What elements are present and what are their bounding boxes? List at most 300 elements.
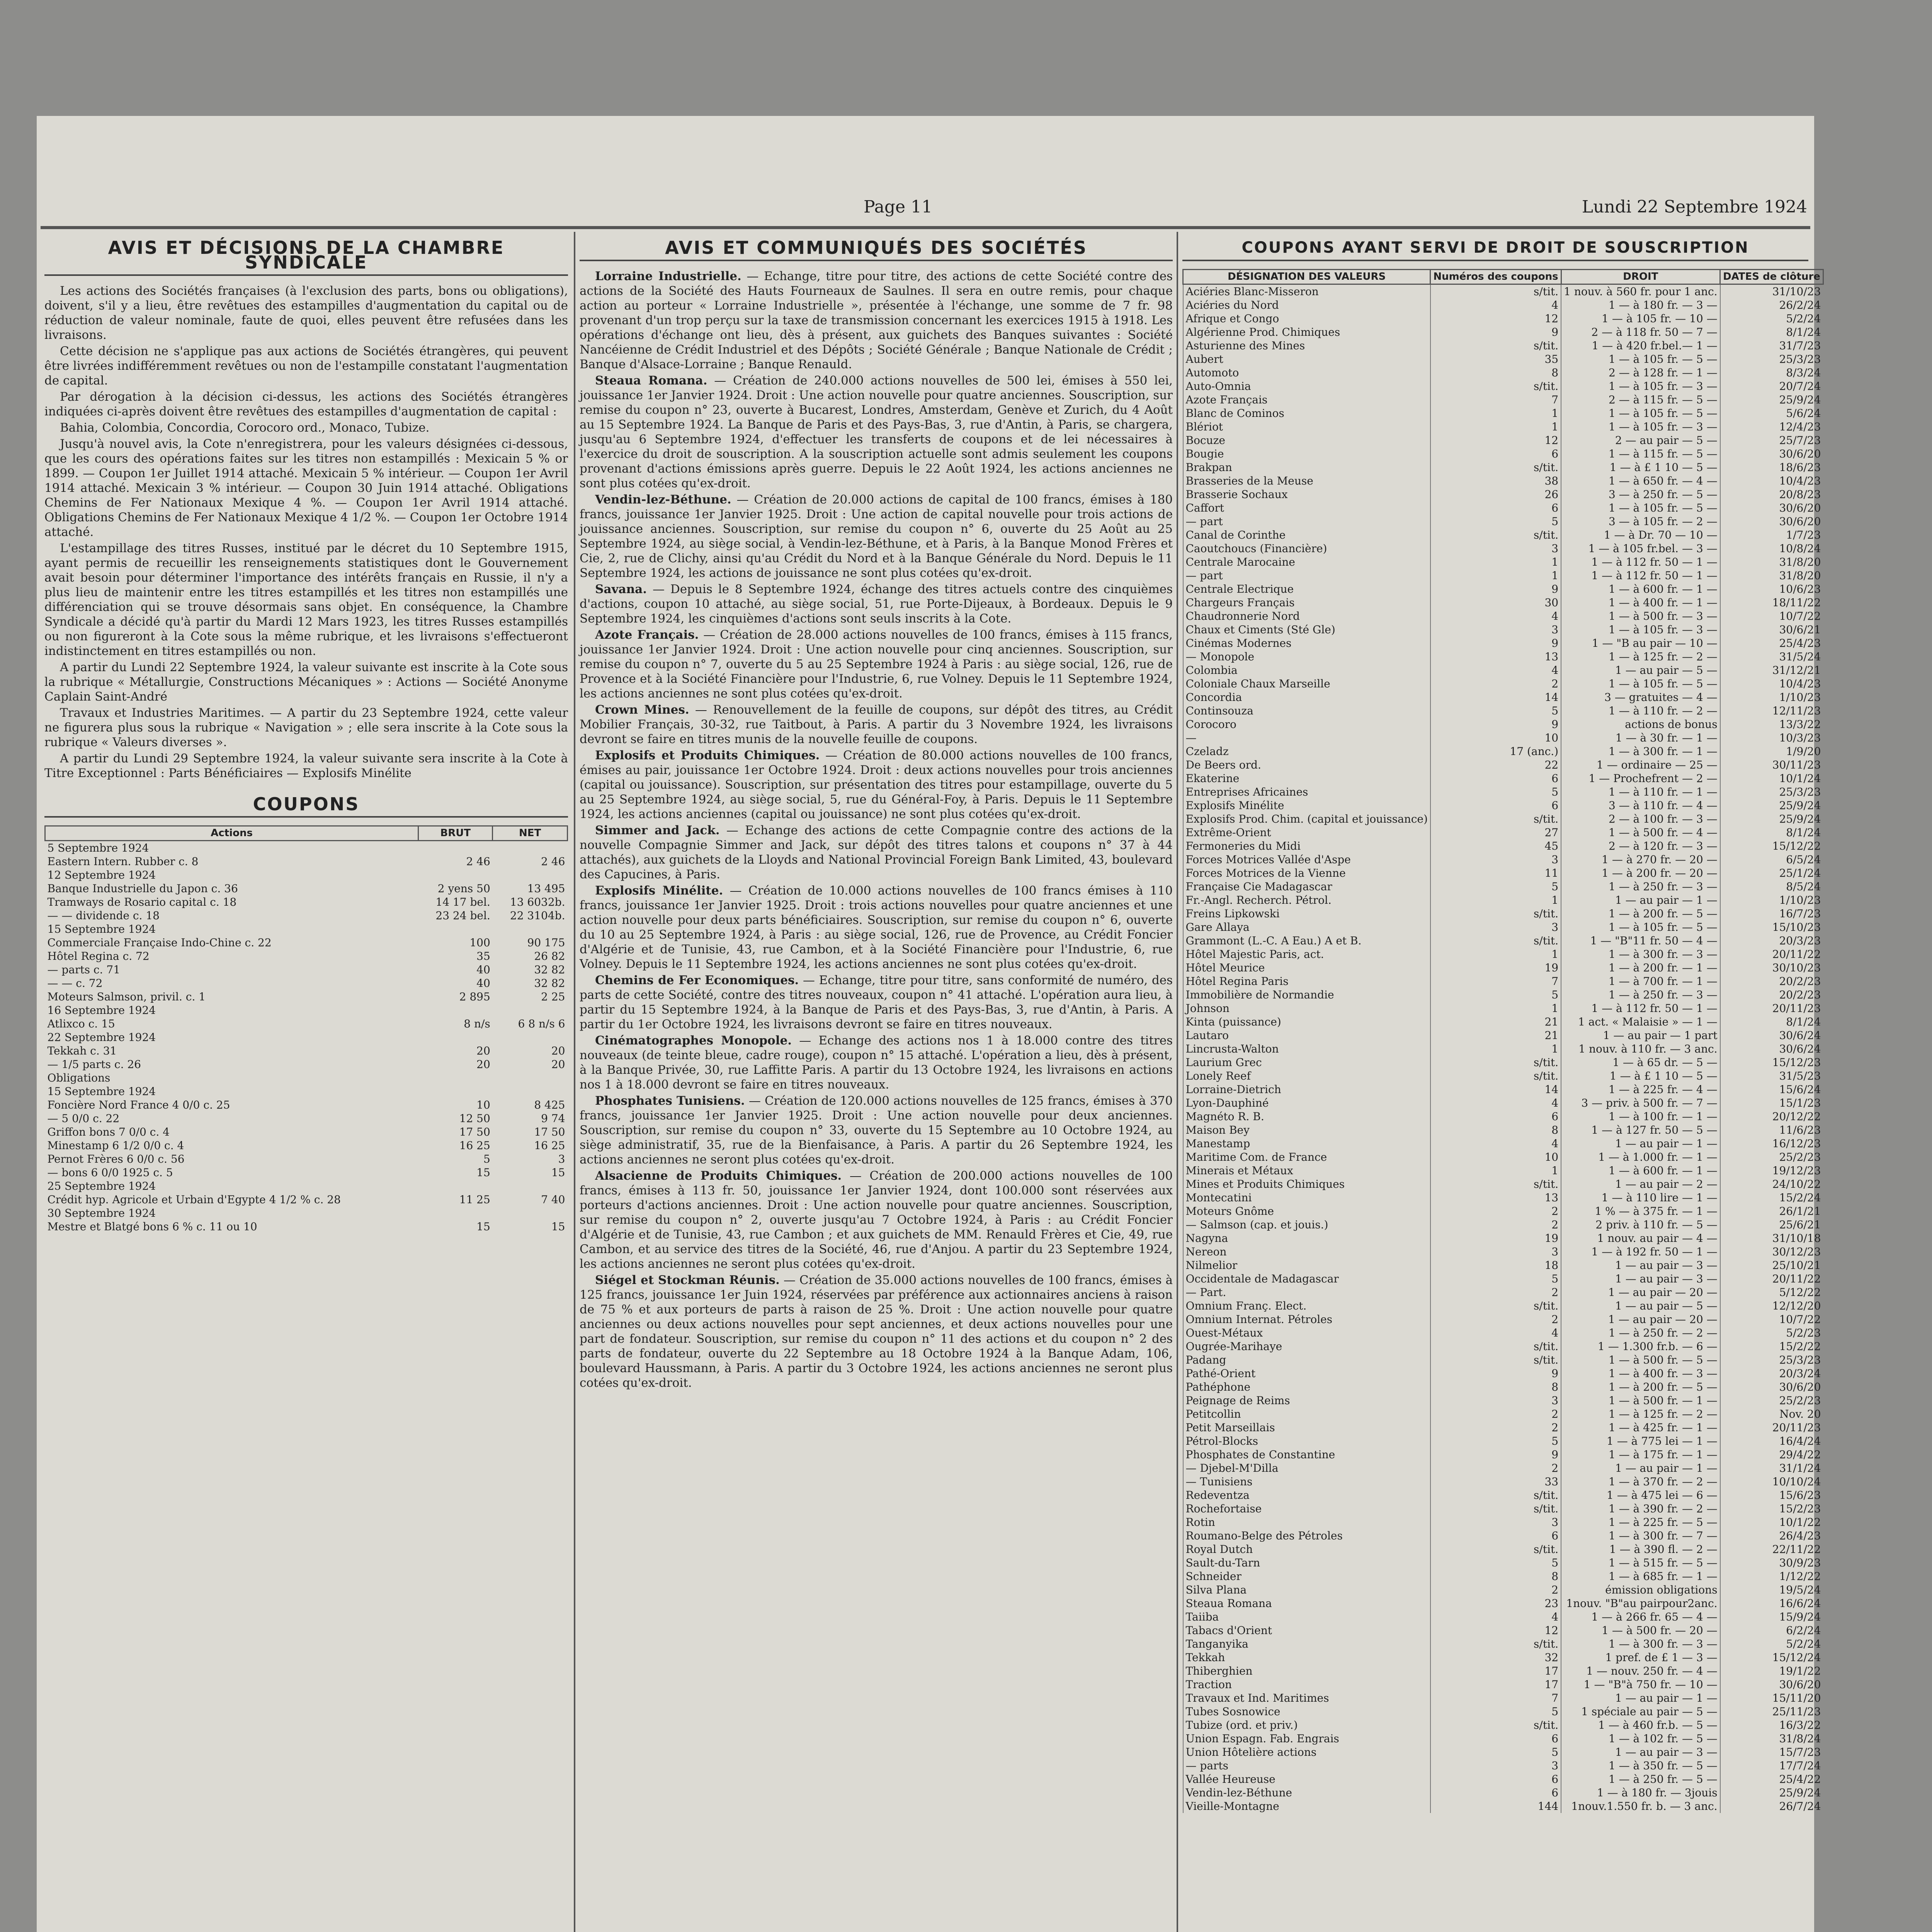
table-cell: Pathé-Orient	[1183, 1367, 1430, 1380]
table-cell: 15/12/24	[1720, 1651, 1823, 1664]
table-cell: 1 % — à 375 fr. — 1 —	[1561, 1204, 1720, 1218]
table-cell: Brasserie Sochaux	[1183, 488, 1430, 501]
table-cell: Foncière Nord France 4 0/0 c. 25	[47, 1099, 230, 1111]
table-cell: 1	[1430, 947, 1561, 961]
table-cell: Mestre et Blatgé bons 6 % c. 11 ou 10	[47, 1220, 257, 1233]
table-row	[1183, 596, 1823, 609]
table-row	[1183, 839, 1823, 853]
table-cell: 24/10/22	[1720, 1177, 1823, 1191]
table-row	[1183, 1259, 1823, 1272]
table-cell: Silva Plana	[1183, 1583, 1430, 1597]
table-cell: s/tit.	[1430, 934, 1561, 947]
notice-paragraph: Jusqu'à nouvel avis, la Cote n'enregistrera, pour les valeurs désignées ci-dessous, que les cours des opérations faites sur les titres non estampillés : Mexicain 5 % or 1899. — Coupon 1er Juillet 1914 attaché. Mexicain 5 % intérieur. — Coupon 1er Avril 1914 attaché. Mexicain 3 % intérieur. — Coupon 30 Juin 1914 attaché. Obligations Chemins de Fer Nationaux Mexique 4 %. — Coupon 1er Avril 1914 attaché. Obligations Chemins de Fer Nationaux Mexique 4 1/2 %. — Coupon 1er Octobre 1914 attaché.	[44, 437, 568, 539]
table-cell: 2 — au pair — 5 —	[1561, 434, 1720, 447]
communique-item	[580, 373, 1173, 491]
page-number: Page 11	[864, 197, 933, 217]
table-cell: 10/4/23	[1720, 677, 1823, 690]
table-cell: 45	[1430, 839, 1561, 853]
table-cell: Caffort	[1183, 501, 1430, 515]
table-cell: 16/7/23	[1720, 907, 1823, 920]
table-cell: 15/6/24	[1720, 1083, 1823, 1096]
communique-item	[580, 1033, 1173, 1092]
table-cell: 5	[1430, 1434, 1561, 1448]
table-cell: — parts	[1183, 1759, 1430, 1772]
table-cell: 35	[476, 950, 490, 963]
table-cell: 16/4/24	[1720, 1434, 1823, 1448]
table-row	[1183, 934, 1823, 947]
table-cell: 6	[1430, 501, 1561, 515]
table-cell: Explosifs Prod. Chim. (capital et jouissance)	[1183, 812, 1430, 826]
table-cell: 13/3/22	[1720, 718, 1823, 731]
table-cell: 1 — à 125 fr. — 2 —	[1561, 650, 1720, 663]
table-cell: Corocoro	[1183, 718, 1430, 731]
table-row	[1183, 461, 1823, 474]
table-cell: 17 50	[534, 1126, 565, 1138]
table-row	[1183, 420, 1823, 434]
table-cell: Algérienne Prod. Chimiques	[1183, 325, 1430, 339]
table-cell: 20/3/24	[1720, 1367, 1823, 1380]
table-cell: 5/12/22	[1720, 1286, 1823, 1299]
table-cell: Pathéphone	[1183, 1380, 1430, 1394]
table-cell: 1 — à 105 fr. — 3 —	[1561, 420, 1720, 434]
table-cell: 1 — à 105 fr. — 5 —	[1561, 501, 1720, 515]
table-row	[45, 1179, 568, 1193]
table-cell: 12	[1430, 1624, 1561, 1637]
communique-text: — Echange, titre pour titre, sans conformité de numéro, des parts de cette Société, contre des titres nouveaux, coupon n° 41 attaché. L'opération aura lieu, à partir du 15 Septembre 1924, à la Banque de Paris et des Pays-Bas, 3, rue d'Antin, à Paris. A partir du 1er Octobre 1924, les livraisons devront se faire en titres nouveaux.	[580, 973, 1173, 1031]
table-cell: Commerciale Française Indo-Chine c. 22	[47, 936, 272, 949]
table-cell: Canal de Corinthe	[1183, 528, 1430, 542]
table-cell: 26/4/23	[1720, 1529, 1823, 1543]
table-cell: 30/6/20	[1720, 1678, 1823, 1691]
table-cell: 5	[1430, 1745, 1561, 1759]
table-cell: Moteurs Salmson, privil. c. 1	[47, 990, 206, 1003]
table-cell: 19/5/24	[1720, 1583, 1823, 1597]
table-cell: 31/8/24	[1720, 1732, 1823, 1745]
table-row	[1183, 1705, 1823, 1718]
table-cell: s/tit.	[1430, 1718, 1561, 1732]
table-row	[1183, 623, 1823, 636]
table-row	[1183, 1353, 1823, 1367]
communique-text: — Création de 80.000 actions nouvelles de 100 francs, émises au pair, jouissance 1er Octobre 1924. Droit : deux actions nouvelles pour trois anciennes (capital ou jouissance). Souscription, sur présentation des titres pour estampillage, ouverte du 5 au 25 Septembre 1924, au siège social, 5, rue du Général-Foy, à Paris. Depuis le 11 Septembre 1924, les actions anciennes (capital ou jouissance) ne sont plus cotées qu'ex-droit.	[580, 748, 1173, 821]
table-cell: —	[1183, 731, 1430, 745]
table-cell: 15 Septembre 1924	[47, 1085, 156, 1098]
notice-paragraph: A partir du Lundi 22 Septembre 1924, la valeur suivante est inscrite à la Cote sous la rubrique « Métallurgie, Constructions Mécaniques » : Actions — Société Anonyme Caplain Saint-André	[44, 660, 568, 704]
table-cell: Tabacs d'Orient	[1183, 1624, 1430, 1637]
table-cell	[418, 1179, 493, 1193]
table-row	[1183, 1799, 1823, 1813]
table-cell: 31/8/20	[1720, 569, 1823, 582]
table-cell: Cinémas Modernes	[1183, 636, 1430, 650]
table-row	[1183, 1570, 1823, 1583]
communique-text: — Depuis le 8 Septembre 1924, échange des titres actuels contre des cinquièmes d'actions, coupon 10 attaché, au siège social, 51, rue Porte-Dijeaux, à Bordeaux. Depuis le 9 Septembre 1924, les cinquièmes d'actions sont seuls inscrits à la Cote.	[580, 582, 1173, 626]
table-cell: 40	[476, 977, 490, 990]
table-cell: 1 — "B"à 750 fr. — 10 —	[1561, 1678, 1720, 1691]
column-rule	[1177, 232, 1178, 1932]
table-cell: 14	[1430, 1083, 1561, 1096]
table-row	[1183, 799, 1823, 812]
table-cell: 31/10/18	[1720, 1231, 1823, 1245]
table-cell: — — dividende c. 18	[47, 909, 160, 922]
table-cell: 15/10/23	[1720, 920, 1823, 934]
table-cell: Nov. 20	[1720, 1407, 1823, 1421]
table-cell: 3 — à 250 fr. — 5 —	[1561, 488, 1720, 501]
table-cell	[418, 1085, 493, 1098]
table-cell: s/tit.	[1430, 379, 1561, 393]
table-row	[1183, 650, 1823, 663]
communique-item	[580, 823, 1173, 882]
table-cell: 6/2/24	[1720, 1624, 1823, 1637]
communique-company: Phosphates Tunisiens.	[595, 1094, 745, 1108]
table-row	[1183, 1083, 1823, 1096]
table-cell: 100	[469, 936, 490, 949]
table-cell: 1 — à 250 fr. — 3 —	[1561, 880, 1720, 893]
table-cell: 1	[1430, 1002, 1561, 1015]
table-cell: 1/12/22	[1720, 1570, 1823, 1583]
table-cell: 1/10/23	[1720, 893, 1823, 907]
table-cell: 15/6/23	[1720, 1488, 1823, 1502]
communique-item	[580, 748, 1173, 821]
table-row	[1183, 1651, 1823, 1664]
table-row	[1183, 1299, 1823, 1313]
table-cell	[493, 868, 568, 882]
table-cell: 1 — à 125 fr. — 2 —	[1561, 1407, 1720, 1421]
table-row	[1183, 1515, 1823, 1529]
table-cell	[418, 1031, 493, 1044]
table-cell: 15/11/20	[1720, 1691, 1823, 1705]
table-row	[1183, 1218, 1823, 1231]
table-cell: 1 — à 250 fr. — 5 —	[1561, 1772, 1720, 1786]
table-cell: Hôtel Majestic Paris, act.	[1183, 947, 1430, 961]
column-rule	[574, 232, 575, 1932]
table-cell: Kinta (puissance)	[1183, 1015, 1430, 1029]
table-row	[45, 1098, 568, 1112]
table-row	[1183, 880, 1823, 893]
table-cell: 10/8/24	[1720, 542, 1823, 555]
table-cell: 5	[1430, 880, 1561, 893]
table-cell	[493, 1085, 568, 1098]
table-cell: 6	[1430, 1732, 1561, 1745]
table-cell: 1 — à Dr. 70 — 10 —	[1561, 528, 1720, 542]
table-cell: 22/11/22	[1720, 1543, 1823, 1556]
table-cell: 6	[1430, 1772, 1561, 1786]
table-cell: 16/12/23	[1720, 1137, 1823, 1150]
table-cell: Rochefortaise	[1183, 1502, 1430, 1515]
table-cell: Centrale Electrique	[1183, 582, 1430, 596]
table-cell: 2 — à 120 fr. — 3 —	[1561, 839, 1720, 853]
table-cell: 1	[1430, 406, 1561, 420]
table-cell	[493, 1206, 568, 1220]
table-cell: 26/1/21	[1720, 1204, 1823, 1218]
table-cell: s/tit.	[1430, 1637, 1561, 1651]
table-cell: s/tit.	[1430, 1299, 1561, 1313]
table-cell: 30/6/24	[1720, 1042, 1823, 1056]
table-cell: 1 — à 775 lei — 1 —	[1561, 1434, 1720, 1448]
table-cell: 8/1/24	[1720, 1015, 1823, 1029]
table-cell: — Djebel-M'Dilla	[1183, 1461, 1430, 1475]
communique-text: — Création de 28.000 actions nouvelles de 100 francs, émises à 115 francs, jouissance 1er Janvier 1924. Droit : Une action nouvelle pour cinq anciennes. Souscription, sur remise du coupon n° 7, ouverte du 5 au 25 Septembre 1924 à Paris : au siège social, 126, rue de Provence et à la Société Financière pour l'Industrie, 6, rue Volney. Depuis le 11 Septembre 1924, les actions anciennes ne sont plus cotées qu'ex-droit.	[580, 628, 1173, 701]
table-cell: Afrique et Congo	[1183, 312, 1430, 325]
table-cell: — part	[1183, 515, 1430, 528]
table-cell: 38	[1430, 474, 1561, 488]
table-cell: 20/11/23	[1720, 1002, 1823, 1015]
communique-item	[580, 492, 1173, 580]
table-cell	[418, 868, 493, 882]
table-cell: 2 — à 100 fr. — 3 —	[1561, 812, 1720, 826]
table-cell: Banque Industrielle du Japon c. 36	[47, 882, 238, 895]
table-cell: 19/12/23	[1720, 1164, 1823, 1177]
table-cell: 20/11/22	[1720, 947, 1823, 961]
table-cell: 3 — à 105 fr. — 2 —	[1561, 515, 1720, 528]
table-cell: Montecatini	[1183, 1191, 1430, 1204]
table-cell: 16 25	[534, 1139, 565, 1152]
table-row	[45, 1206, 568, 1220]
table-cell: Peignage de Reims	[1183, 1394, 1430, 1407]
table-row	[45, 895, 568, 909]
table-cell: 1 — à 515 fr. — 5 —	[1561, 1556, 1720, 1570]
table-row	[45, 922, 568, 936]
table-cell: 1 nouv. à 560 fr. pour 1 anc.	[1561, 284, 1720, 299]
table-cell: 19	[1430, 1231, 1561, 1245]
table-cell: 15 Septembre 1924	[47, 923, 156, 935]
table-cell: Hôtel Regina c. 72	[47, 950, 150, 963]
table-row	[1183, 1678, 1823, 1691]
table-cell: Entreprises Africaines	[1183, 785, 1430, 799]
table-cell: 1 — à 700 fr. — 1 —	[1561, 975, 1720, 988]
table-row	[1183, 1407, 1823, 1421]
table-cell: 8/5/24	[1720, 880, 1823, 893]
table-cell: 1 — au pair — 2 —	[1561, 1177, 1720, 1191]
table-cell: 31/10/23	[1720, 284, 1823, 299]
communique-item	[580, 269, 1173, 372]
table-cell: 6	[1430, 772, 1561, 785]
table-cell: 1 — à £ 1 10 — 5 —	[1561, 461, 1720, 474]
table-cell: 25/1/24	[1720, 866, 1823, 880]
table-cell: 5	[1430, 1705, 1561, 1718]
table-row	[1183, 312, 1823, 325]
table-cell: 8	[1430, 1380, 1561, 1394]
table-cell: s/tit.	[1430, 1353, 1561, 1367]
table-cell: 3	[1430, 623, 1561, 636]
table-cell: 1 — à 105 fr. — 5 —	[1561, 677, 1720, 690]
table-cell: 6	[1430, 1110, 1561, 1123]
table-cell: 1 — à 200 fr. — 20 —	[1561, 866, 1720, 880]
table-cell: 17	[1430, 1678, 1561, 1691]
table-row	[1183, 663, 1823, 677]
table-cell: Czeladz	[1183, 745, 1430, 758]
notice-paragraph: A partir du Lundi 29 Septembre 1924, la valeur suivante sera inscrite à la Cote à Titre Exceptionnel : Parts Bénéficiaires — Explosifs Minélite	[44, 752, 568, 780]
table-cell: 1/7/23	[1720, 528, 1823, 542]
table-cell: Magnéto R. B.	[1183, 1110, 1430, 1123]
table-row	[1183, 1421, 1823, 1434]
communique-company: Chemins de Fer Economiques.	[595, 973, 799, 987]
table-cell: 15/12/22	[1720, 839, 1823, 853]
table-cell: 3	[1430, 920, 1561, 934]
table-row	[1183, 1786, 1823, 1799]
table-cell: 5	[1430, 515, 1561, 528]
table-cell: Obligations	[47, 1071, 111, 1084]
table-cell: Nagyna	[1183, 1231, 1430, 1245]
table-cell: Lorraine-Dietrich	[1183, 1083, 1430, 1096]
table-cell: 1 — à 112 fr. 50 — 1 —	[1561, 569, 1720, 582]
table-cell: émission obligations	[1561, 1583, 1720, 1597]
column-header: DATES de clôture	[1720, 270, 1823, 284]
communique-text: — Echange, titre pour titre, des actions de cette Société contre des actions de la Société des Hauts Fourneaux de Saulnes. Il sera en outre remis, pour chaque action au porteur « Lorraine Industrielle », présentée à l'échange, une somme de 7 fr. 98 provenant d'un trop perçu sur la taxe de transmission concernant les exercices 1915 à 1918. Les opérations d'échange ont lieu, dès à présent, aux guichets des Banques suivantes : Société Nancéienne de Crédit Industriel et des Dépôts ; Société Générale ; Banque Nationale de Crédit ; Banque d'Alsace-Lorraine ; Banque Renauld.	[580, 269, 1173, 371]
table-cell: Automoto	[1183, 366, 1430, 379]
table-cell: 1 — à 400 fr. — 3 —	[1561, 1367, 1720, 1380]
table-cell: 10	[1430, 731, 1561, 745]
table-cell: 10/7/22	[1720, 1313, 1823, 1326]
communique-company: Crown Mines.	[595, 703, 689, 717]
table-cell: 10	[1430, 1150, 1561, 1164]
table-cell: 1 — à 600 fr. — 1 —	[1561, 1164, 1720, 1177]
table-cell: 1	[1430, 569, 1561, 582]
column-header: Actions	[45, 826, 418, 841]
page-date: Lundi 22 Septembre 1924	[1582, 197, 1807, 217]
table-cell: Tubize (ord. et priv.)	[1183, 1718, 1430, 1732]
table-cell: 1 — à 500 fr. — 3 —	[1561, 609, 1720, 623]
table-row	[1183, 379, 1823, 393]
table-cell: 25/11/23	[1720, 1705, 1823, 1718]
table-cell: s/tit.	[1430, 1340, 1561, 1353]
table-row	[45, 1085, 568, 1098]
table-cell: 5	[1430, 1556, 1561, 1570]
table-cell: 2 25	[541, 990, 565, 1003]
table-cell: 1 — au pair — 5 —	[1561, 1299, 1720, 1313]
table-row	[1183, 1772, 1823, 1786]
table-row	[45, 1058, 568, 1071]
table-cell: 1 — à 300 fr. — 7 —	[1561, 1529, 1720, 1543]
table-cell: 1	[1430, 1042, 1561, 1056]
table-cell: 1 — à 250 fr. — 3 —	[1561, 988, 1720, 1002]
table-cell: 1 — "B"11 fr. 50 — 4 —	[1561, 934, 1720, 947]
table-cell: 18/6/23	[1720, 461, 1823, 474]
table-row	[1183, 975, 1823, 988]
communique-company: Azote Français.	[595, 628, 699, 642]
table-cell: — Part.	[1183, 1286, 1430, 1299]
table-cell: 10/1/22	[1720, 1515, 1823, 1529]
table-cell	[418, 1003, 493, 1017]
table-row	[1183, 609, 1823, 623]
table-cell: 20	[551, 1058, 565, 1071]
coupons-table	[44, 825, 568, 1233]
table-row	[1183, 1313, 1823, 1326]
communique-text: — Création de 200.000 actions nouvelles de 100 francs, émises à 113 fr. 50, jouissance 1er Janvier 1924, dont 100.000 sont réservées aux porteurs d'actions anciennes. Droit : Une action nouvelle pour quatre anciennes. Souscription, sur remise du coupon n° 2, ouverte jusqu'au 7 Octobre 1924, à Paris : au Crédit Foncier d'Algérie et de Tunisie, 43, rue Cambon ; et aux guichets de MM. Renauld Frères et Cie, 49, rue Cambon, et au service des titres de la Société, 46, rue d'Anjou. A partir du 23 Septembre 1924, les actions anciennes ne seront plus cotées qu'ex-droit.	[580, 1169, 1173, 1271]
column-header: BRUT	[418, 826, 493, 841]
table-cell: Lyon-Dauphiné	[1183, 1096, 1430, 1110]
table-cell: 25/9/24	[1720, 799, 1823, 812]
table-row	[1183, 555, 1823, 569]
table-cell: Forces Motrices Vallée d'Aspe	[1183, 853, 1430, 866]
notices-list	[44, 284, 568, 781]
table-row	[1183, 866, 1823, 880]
table-cell: 32 82	[534, 977, 565, 990]
table-cell: 2	[1430, 1218, 1561, 1231]
table-cell: 12/4/23	[1720, 420, 1823, 434]
table-cell: — Tunisiens	[1183, 1475, 1430, 1488]
table-cell: 15/12/23	[1720, 1056, 1823, 1069]
table-row	[1183, 988, 1823, 1002]
table-cell: 1 — à 102 fr. — 5 —	[1561, 1732, 1720, 1745]
table-cell: 4	[1430, 1326, 1561, 1340]
communique-text: — Création de 20.000 actions de capital de 100 francs, émises à 180 francs, jouissance 1er Janvier 1925. Droit : Une action de capital nouvelle pour trois actions de jouissance anciennes. Souscription, sur remise du coupon n° 6, ouverte du 25 Août au 25 Septembre 1924, au siège social, à Vendin-lez-Béthune, et à Paris, à la Banque Monod Frères et Cie, 2, rue de Clichy, ainsi qu'au Crédit du Nord et à la Banque Générale du Nord. Depuis le 11 Septembre 1924, les actions de jouissance ne sont plus cotées qu'ex-droit.	[580, 493, 1173, 580]
table-row	[1183, 1380, 1823, 1394]
table-cell: 9	[1430, 1367, 1561, 1380]
table-cell: Continsouza	[1183, 704, 1430, 718]
table-cell	[493, 1031, 568, 1044]
table-cell: 25/3/23	[1720, 1353, 1823, 1367]
table-row	[1183, 1610, 1823, 1624]
table-row	[1183, 339, 1823, 352]
table-row	[1183, 1475, 1823, 1488]
table-cell: 30/6/20	[1720, 501, 1823, 515]
table-row	[1183, 1502, 1823, 1515]
table-cell: 3 — à 110 fr. — 4 —	[1561, 799, 1720, 812]
table-cell: 2 yens 50	[437, 882, 490, 895]
table-cell: 1 — à 127 fr. 50 — 5 —	[1561, 1123, 1720, 1137]
table-cell: Centrale Marocaine	[1183, 555, 1430, 569]
table-cell: 1 — à 300 fr. — 3 —	[1561, 947, 1720, 961]
communique-company: Savana.	[595, 582, 647, 596]
table-row	[45, 1071, 568, 1085]
table-cell: 2	[1430, 1461, 1561, 1475]
table-cell: 6 8 n/s 6	[518, 1017, 565, 1030]
table-cell: 8	[1430, 366, 1561, 379]
table-cell: Concordia	[1183, 690, 1430, 704]
communique-text: — Renouvellement de la feuille de coupons, sur dépôt des titres, au Crédit Mobilier Français, 30-32, rue Taitbout, à Paris. A partir du 3 Novembre 1924, les livraisons devront se faire en titres munis de la nouvelle feuille de coupons.	[580, 703, 1173, 746]
table-cell: Omnium Franç. Elect.	[1183, 1299, 1430, 1313]
table-cell: 25/3/23	[1720, 352, 1823, 366]
table-cell: 1 — au pair — 5 —	[1561, 663, 1720, 677]
table-row	[1183, 1029, 1823, 1042]
table-cell: 11 25	[459, 1193, 490, 1206]
table-cell: 4	[1430, 609, 1561, 623]
table-cell: 1 — au pair — 1 —	[1561, 1691, 1720, 1705]
communique-text: — Création de 120.000 actions nouvelles de 125 francs, émises à 370 francs, jouissance 1er Janvier 1925. Droit : Une action nouvelle pour deux anciennes. Souscription, sur remise du coupon n° 33, ouverte du 15 Septembre au 10 Octobre 1924, au siège administratif, 35, rue de la Bienfaisance, à Paris. A partir du 26 Septembre 1924, les actions anciennes ne seront plus cotées qu'ex-droit.	[580, 1094, 1173, 1167]
table-row	[1183, 907, 1823, 920]
table-cell: 1 — à 180 fr. — 3jouis	[1561, 1786, 1720, 1799]
table-cell: 2	[1430, 1407, 1561, 1421]
table-row	[1183, 1759, 1823, 1772]
table-cell: 1 — à 266 fr. 65 — 4 —	[1561, 1610, 1720, 1624]
table-row	[45, 1003, 568, 1017]
table-cell: 25/6/21	[1720, 1218, 1823, 1231]
table-cell: 8	[1430, 1570, 1561, 1583]
table-cell: Aciéries Blanc-Misseron	[1183, 284, 1430, 299]
table-cell: 25/7/23	[1720, 434, 1823, 447]
table-cell: 6	[1430, 1529, 1561, 1543]
table-row	[1183, 406, 1823, 420]
table-row	[45, 963, 568, 976]
table-cell: 26/2/24	[1720, 298, 1823, 312]
table-cell: 1 — à 500 fr. — 1 —	[1561, 1394, 1720, 1407]
table-cell: 2 895	[459, 990, 490, 1003]
table-cell: 1 — à 180 fr. — 3 —	[1561, 298, 1720, 312]
table-cell: Forces Motrices de la Vienne	[1183, 866, 1430, 880]
communique-text: — Création de 240.000 actions nouvelles de 500 lei, émises à 550 lei, jouissance 1er Janvier 1924. Droit : Une action nouvelle pour quatre anciennes. Souscription, sur remise du coupon n° 23, ouverte à Bucarest, Londres, Amsterdam, Genève et Zurich, du 4 Août au 15 Septembre 1924. La Banque de Paris et des Pays-Bas, 3, rue d'Antin, à Paris, se chargera, jusqu'au 6 Septembre 1924, d'effectuer les transferts de coupons et de lei nécessaires à l'exercice du droit de souscription. A la souscription actuelle sont admis seulement les coupons provenant d'actions émissions après guerre. Depuis le 22 Août 1924, les actions anciennes ne sont plus cotées qu'ex-droit.	[580, 374, 1173, 490]
table-row	[45, 1125, 568, 1139]
table-row	[1183, 1543, 1823, 1556]
table-cell: s/tit.	[1430, 907, 1561, 920]
table-row	[1183, 1164, 1823, 1177]
table-cell: 1 — à 200 fr. — 5 —	[1561, 907, 1720, 920]
table-cell: 20/12/22	[1720, 1110, 1823, 1123]
table-cell: 32 82	[534, 963, 565, 976]
table-row	[1183, 542, 1823, 555]
table-cell: 25/9/24	[1720, 812, 1823, 826]
table-cell: s/tit.	[1430, 1543, 1561, 1556]
table-cell: 1 — à 30 fr. — 1 —	[1561, 731, 1720, 745]
table-cell: Colombia	[1183, 663, 1430, 677]
